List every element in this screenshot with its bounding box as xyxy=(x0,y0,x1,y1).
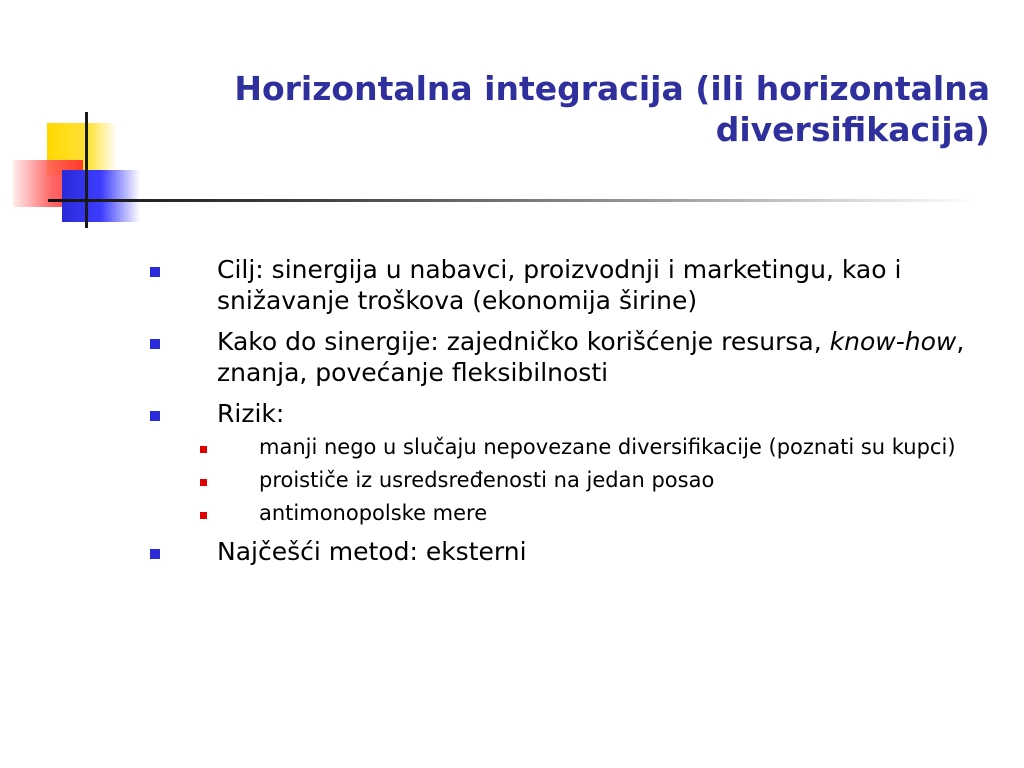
sub-bullet-text: proističe iz usredsređenosti na jedan posao xyxy=(259,468,715,492)
bullet-item xyxy=(0,254,977,316)
horizontal-divider-line xyxy=(48,199,978,202)
slide-title xyxy=(170,68,990,150)
small-square-bullet-icon xyxy=(200,512,207,519)
bullet-item xyxy=(0,326,977,388)
bullet-item xyxy=(0,536,977,567)
sub-bullet-item xyxy=(0,468,979,493)
title-line-1: Horizontalna integracija (ili horizontalna xyxy=(234,69,990,108)
square-bullet-icon xyxy=(150,267,160,277)
bullet-list xyxy=(0,254,1024,577)
small-square-bullet-icon xyxy=(200,479,207,486)
sub-bullet-text: antimonopolske mere xyxy=(259,501,488,525)
sub-bullet-item xyxy=(0,435,979,460)
bullet-text-italic: know-how xyxy=(829,327,957,356)
bullet-text: Cilj: sinergija u nabavci, proizvodnji i marketingu, kao i snižavanje troškova (ekonomija širine) xyxy=(217,255,902,315)
bullet-text: Rizik: xyxy=(217,399,285,428)
bullet-text: Najčešći metod: eksterni xyxy=(217,537,527,566)
title-line-2: diversifikacija) xyxy=(715,110,990,149)
square-bullet-icon xyxy=(150,411,160,421)
vertical-divider-line xyxy=(85,112,88,228)
bullet-item xyxy=(0,398,977,429)
blue-square-shape xyxy=(62,170,140,222)
small-square-bullet-icon xyxy=(200,446,207,453)
bullet-text-continued: , znanja, povećanje fleksibilnosti xyxy=(217,327,965,387)
bullet-text: Kako do sinergije: zajedničko korišćenje resursa, xyxy=(217,327,830,356)
square-bullet-icon xyxy=(150,339,160,349)
sub-bullet-text: manji nego u slučaju nepovezane diversifikacije (poznati su kupci) xyxy=(259,435,956,459)
sub-bullet-item xyxy=(0,501,979,526)
square-bullet-icon xyxy=(150,549,160,559)
